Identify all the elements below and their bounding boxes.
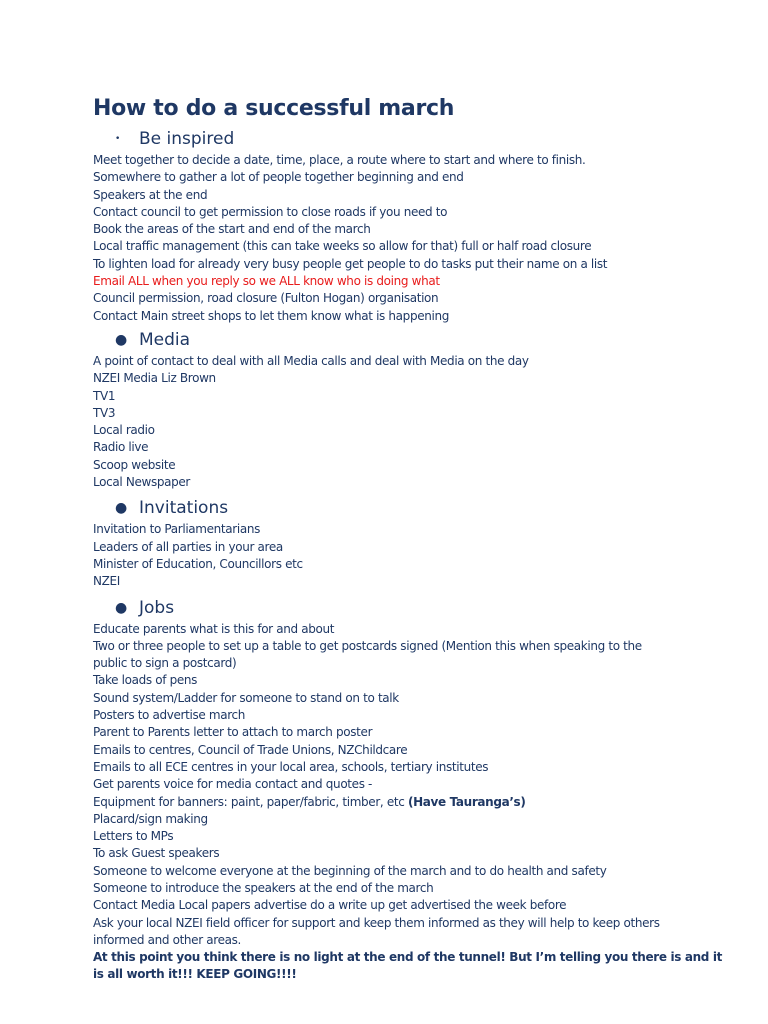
section-heading bbox=[115, 327, 753, 353]
section-heading bbox=[115, 495, 753, 521]
list-item: Radio live bbox=[93, 440, 149, 455]
list-item: Placard/sign making bbox=[93, 811, 208, 826]
list-item: Speakers at the end bbox=[93, 187, 208, 202]
list-item: Somewhere to gather a lot of people together beginning and end bbox=[93, 170, 464, 185]
section-heading bbox=[115, 595, 753, 621]
list-item: Contact Media Local papers advertise do a write up get advertised the week before bbox=[93, 898, 567, 913]
list-item: NZEI Media Liz Brown bbox=[93, 371, 216, 386]
equipment-note: (Have Tauranga’s) bbox=[407, 794, 526, 809]
list-item: Invitation to Parliamentarians bbox=[93, 522, 261, 537]
document-title: How to do a successful march bbox=[93, 96, 455, 121]
document-page bbox=[93, 92, 753, 984]
section-be-inspired bbox=[93, 126, 753, 325]
section-heading-label: Media bbox=[139, 329, 191, 350]
list-item: Local radio bbox=[93, 423, 155, 438]
list-item: Get parents voice for media contact and quotes - bbox=[93, 777, 373, 792]
list-item: Emails to all ECE centres in your local area, schools, tertiary institutes bbox=[93, 759, 489, 774]
list-item: Local Newspaper bbox=[93, 475, 190, 490]
list-item: NZEI bbox=[93, 574, 120, 589]
list-item: Minister of Education, Councillors etc bbox=[93, 556, 303, 571]
list-item: Parent to Parents letter to attach to march poster bbox=[93, 725, 373, 740]
list-item: Posters to advertise march bbox=[93, 708, 246, 723]
section-heading-label: Jobs bbox=[139, 597, 175, 618]
list-item: Emails to centres, Council of Trade Unions, NZChildcare bbox=[93, 742, 408, 757]
list-item: TV1 bbox=[93, 388, 116, 403]
list-item: Book the areas of the start and end of the march bbox=[93, 222, 371, 237]
list-item: Sound system/Ladder for someone to stand on to talk bbox=[93, 690, 399, 705]
list-item: Scoop website bbox=[93, 457, 176, 472]
section-jobs bbox=[93, 595, 753, 984]
section-media bbox=[93, 327, 753, 491]
list-item: Two or three people to set up a table to get postcards signed (Mention this when speaking to the bbox=[93, 638, 642, 653]
list-item: A point of contact to deal with all Media calls and deal with Media on the day bbox=[93, 353, 529, 368]
list-item: informed and other areas. bbox=[93, 932, 241, 947]
section-invitations bbox=[93, 495, 753, 590]
list-item: Contact council to get permission to close roads if you need to bbox=[93, 204, 448, 219]
section-heading-label: Invitations bbox=[139, 498, 229, 519]
highlighted-list-item: Email ALL when you reply so we ALL know who is doing what bbox=[93, 274, 440, 289]
bullet-icon: ● bbox=[115, 331, 128, 348]
list-item: Leaders of all parties in your area bbox=[93, 539, 283, 554]
list-item: Someone to introduce the speakers at the end of the march bbox=[93, 880, 434, 895]
closing-note: At this point you think there is no light at the end of the tunnel! But I’m telling you there is and it bbox=[93, 950, 723, 965]
list-item: Someone to welcome everyone at the beginning of the march and to do health and safety bbox=[93, 863, 607, 878]
list-item: public to sign a postcard) bbox=[93, 656, 237, 671]
list-item: Educate parents what is this for and about bbox=[93, 621, 335, 636]
list-item: Contact Main street shops to let them know what is happening bbox=[93, 308, 450, 323]
list-item: Meet together to decide a date, time, place, a route where to start and where to finish. bbox=[93, 153, 586, 167]
list-item: Local traffic management (this can take weeks so allow for that) full or half road closure bbox=[93, 239, 592, 254]
list-item: Council permission, road closure (Fulton Hogan) organisation bbox=[93, 291, 439, 306]
section-heading-label: Be inspired bbox=[139, 129, 235, 149]
bullet-icon: ● bbox=[115, 599, 128, 616]
list-item: Letters to MPs bbox=[93, 829, 174, 844]
list-item: TV3 bbox=[93, 405, 116, 420]
list-item bbox=[93, 794, 753, 811]
section-heading bbox=[115, 126, 753, 152]
equipment-text: Equipment for banners: paint, paper/fabric, timber, etc bbox=[93, 794, 405, 809]
list-item: To ask Guest speakers bbox=[93, 846, 220, 861]
list-item: Ask your local NZEI field officer for support and keep them informed as they will help to keep others bbox=[93, 915, 660, 930]
bullet-icon: • bbox=[115, 134, 121, 144]
list-item: To lighten load for already very busy people get people to do tasks put their name on a list bbox=[93, 256, 608, 271]
list-item: Take loads of pens bbox=[93, 673, 198, 688]
bullet-icon: ● bbox=[115, 500, 128, 517]
closing-note: is all worth it!!! KEEP GOING!!!! bbox=[93, 967, 297, 982]
